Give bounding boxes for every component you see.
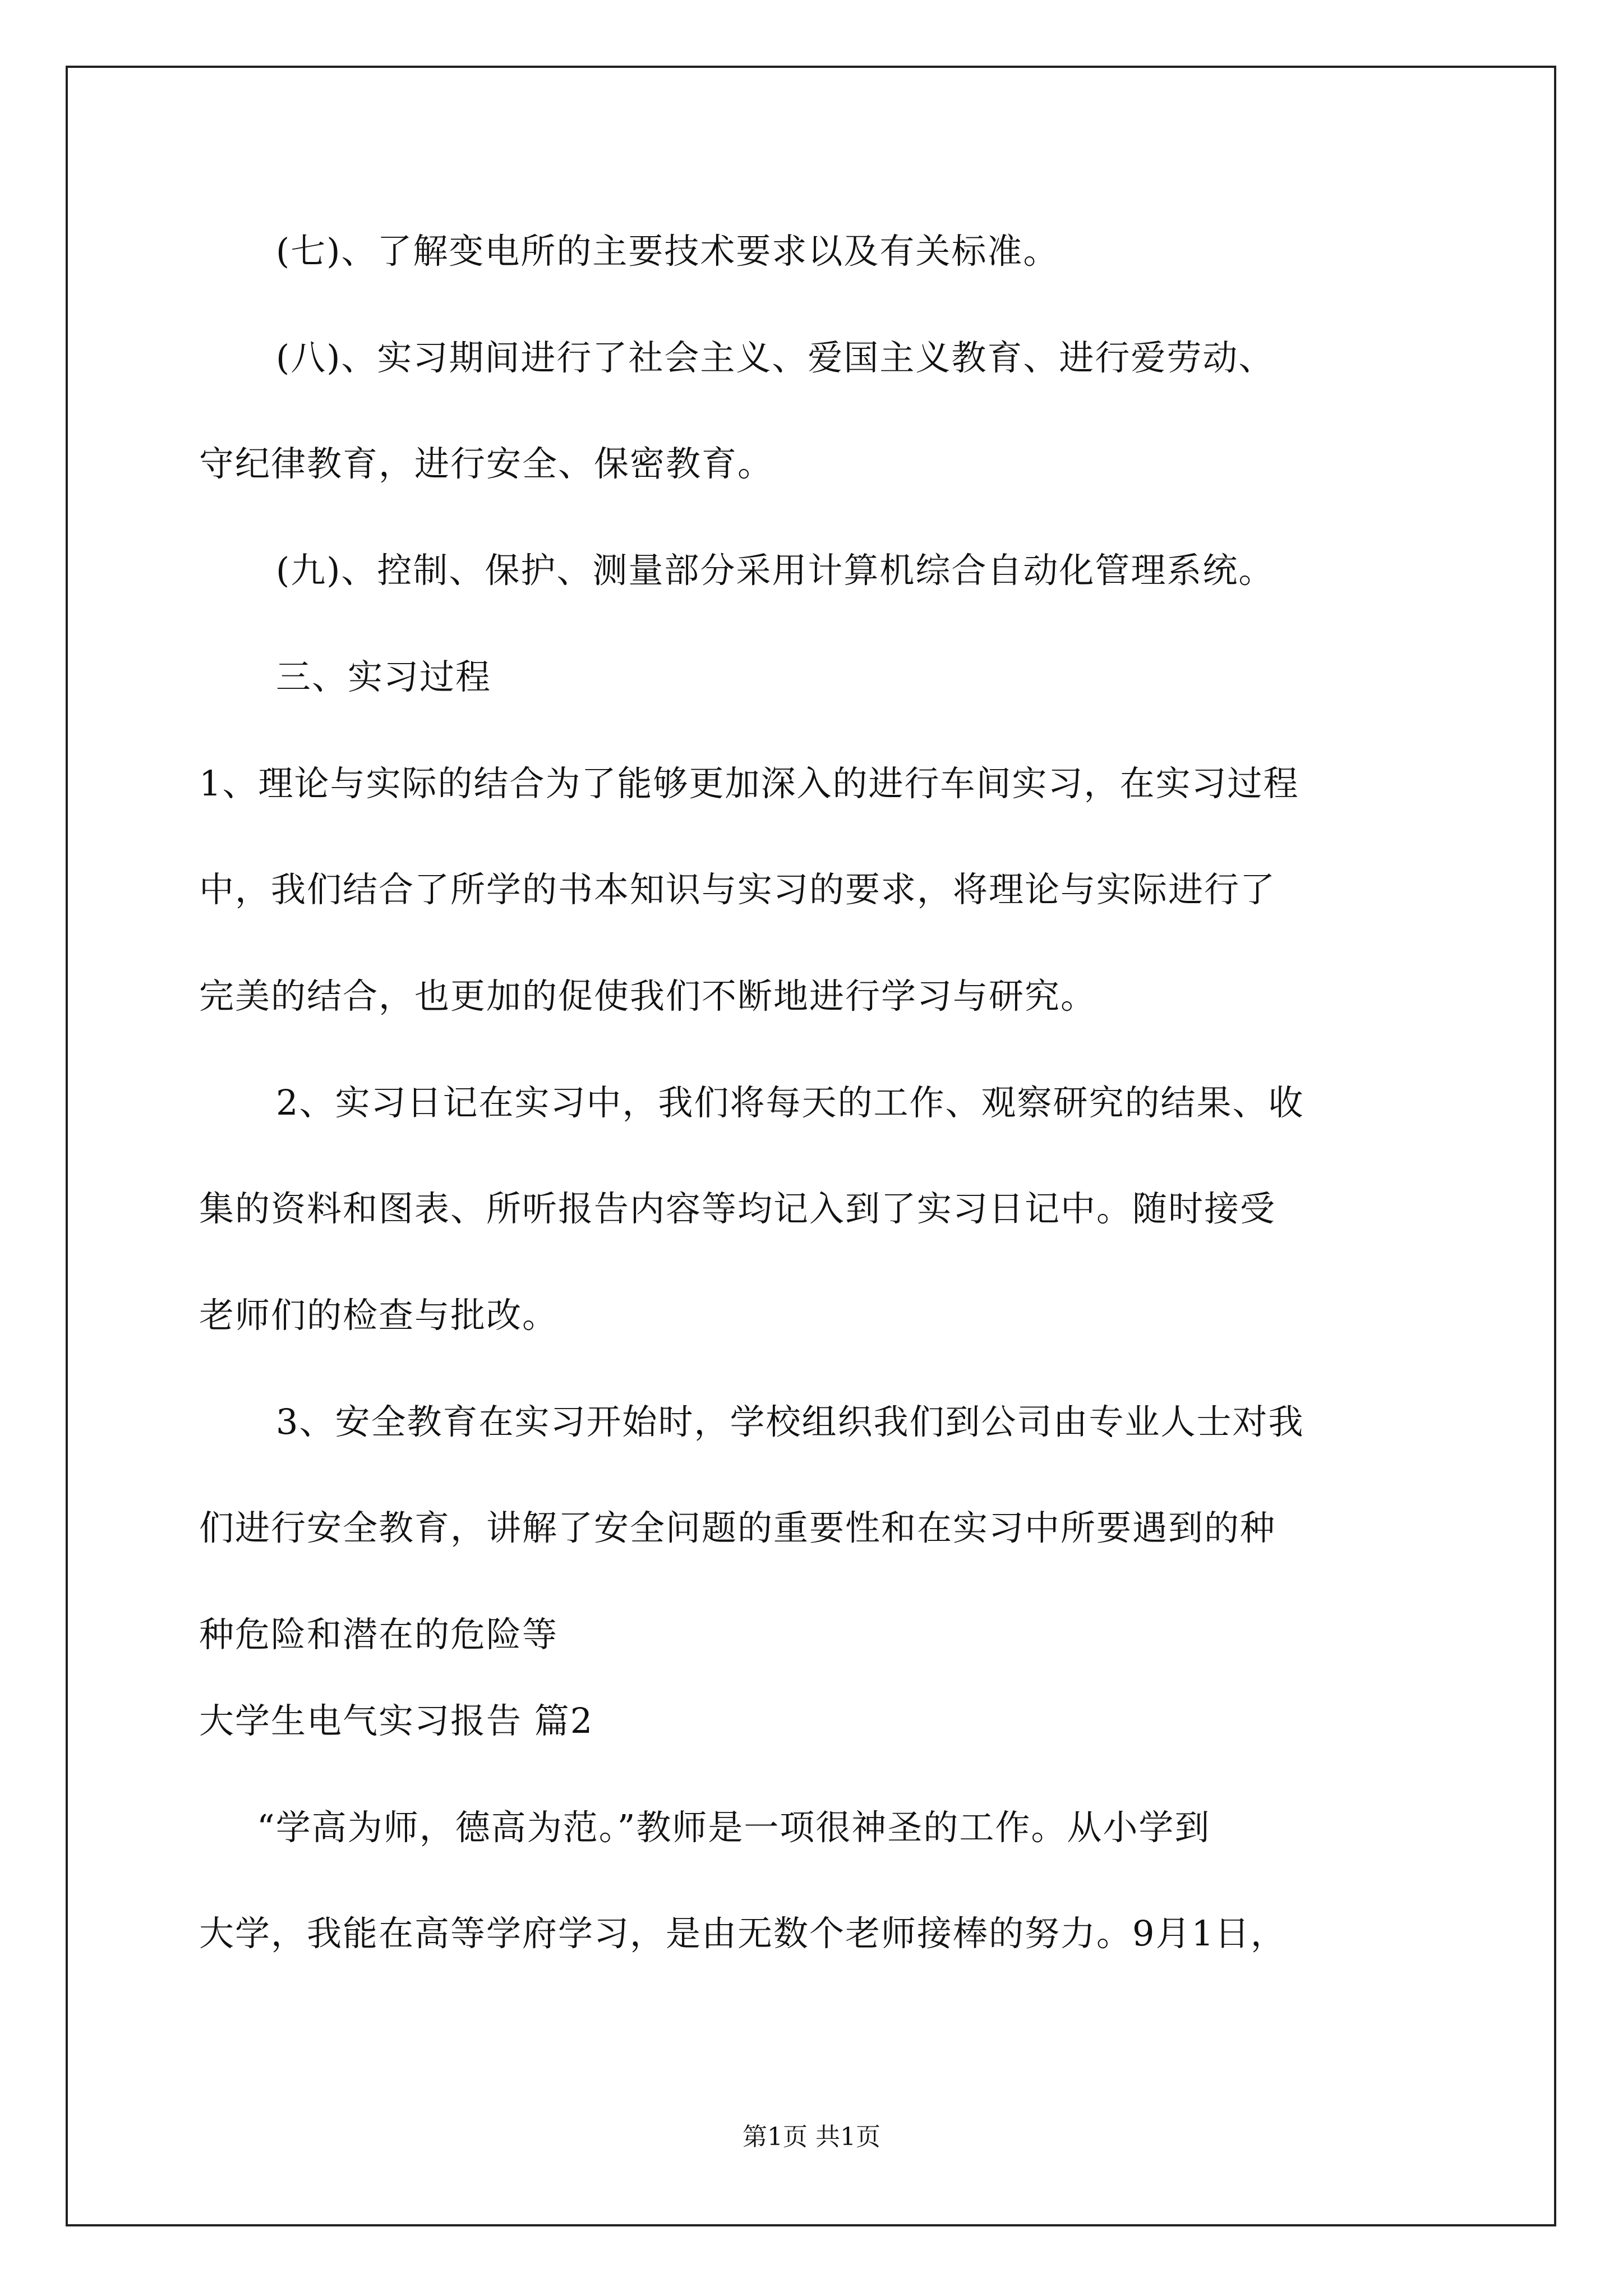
text-line: 完美的结合，也更加的促使我们不断地进行学习与研究。 [199, 976, 1097, 1016]
text-line: 大学，我能在高等学府学习，是由无数个老师接棒的努力。9月1日， [199, 1913, 1287, 1954]
text-line: 守纪律教育，进行安全、保密教育。 [199, 443, 774, 484]
text-line: (七)、了解变电所的主要技术要求以及有关标准。 [276, 231, 1059, 272]
text-line: “学高为师，德高为范。”教师是一项很神圣的工作。从小学到 [257, 1807, 1211, 1848]
text-line: 集的资料和图表、所听报告内容等均记入到了实习日记中。随时接受 [199, 1188, 1276, 1229]
text-line: 中，我们结合了所学的书本知识与实习的要求，将理论与实际进行了 [199, 869, 1276, 910]
page-footer: 第1页 共1页 [743, 2123, 880, 2151]
text-line: 3、安全教育在实习开始时，学校组织我们到公司由专业人士对我 [276, 1401, 1304, 1442]
text-line: 2、实习日记在实习中，我们将每天的工作、观察研究的结果、收 [276, 1082, 1304, 1123]
text-line: 种危险和潜在的危险等 [199, 1614, 559, 1655]
page-border [66, 66, 1556, 2226]
text-line: 老师们的检查与批改。 [199, 1295, 559, 1336]
text-line: (八)、实习期间进行了社会主义、爱国主义教育、进行爱劳动、 [276, 337, 1275, 378]
text-line: 1、理论与实际的结合为了能够更加深入的进行车间实习，在实习过程 [199, 763, 1299, 804]
text-line: 们进行安全教育，讲解了安全问题的重要性和在实习中所要遇到的种 [199, 1507, 1276, 1548]
section-heading: 三、实习过程 [276, 656, 492, 697]
article-heading: 大学生电气实习报告 篇2 [199, 1700, 594, 1741]
text-line: (九)、控制、保护、测量部分采用计算机综合自动化管理系统。 [276, 550, 1275, 591]
